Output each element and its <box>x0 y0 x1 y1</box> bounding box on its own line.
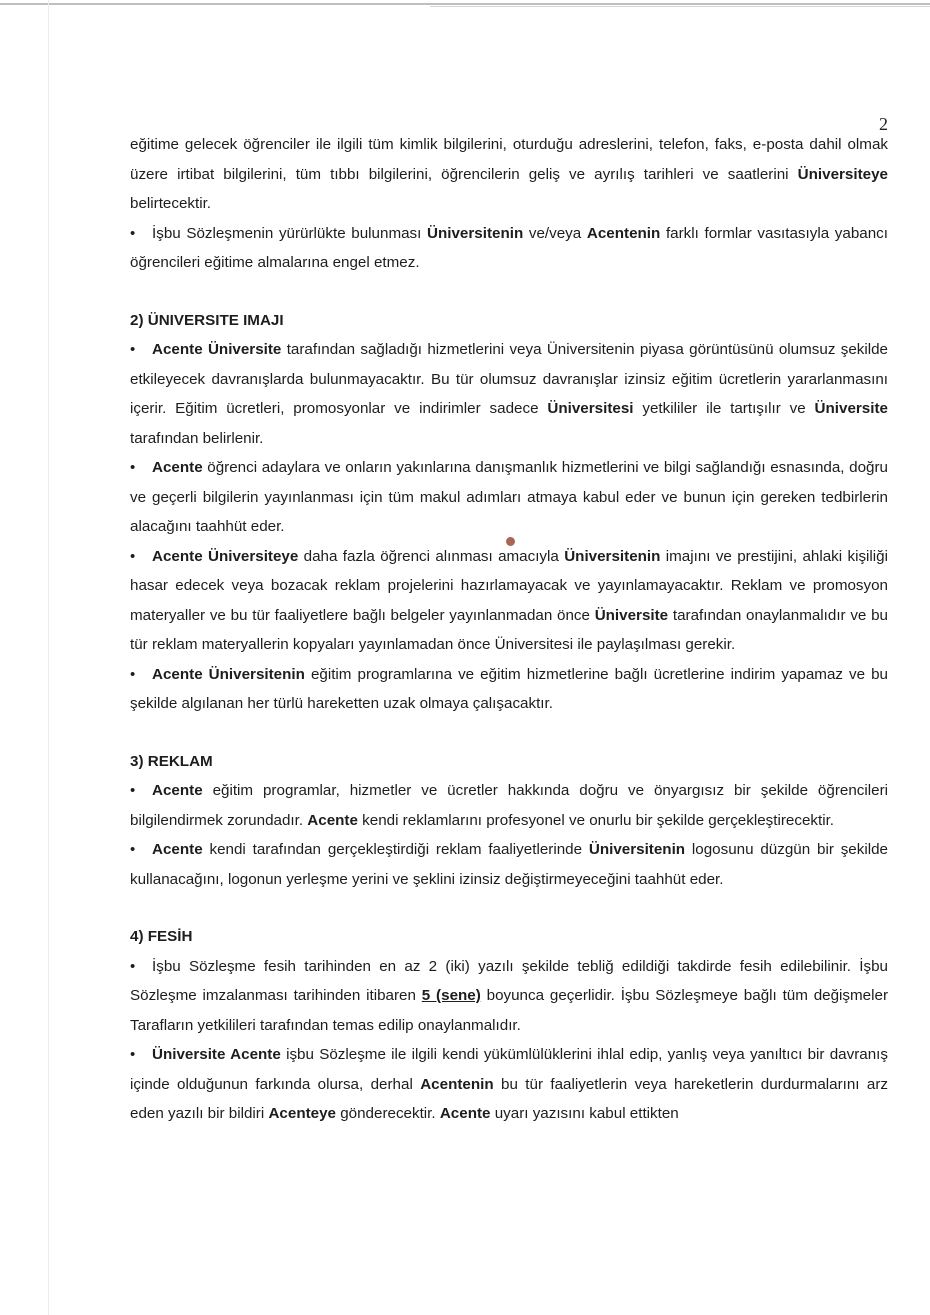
page-number: 2 <box>879 114 888 134</box>
scan-edge-top-secondary <box>430 6 930 7</box>
s2-bullet-1: • Acente Üniversite tarafından sağladığı hizmetlerini veya Üniversitenin piyasa görüntüsünü olumsuz şekilde etkileyecek davranışlarda bulunmayacaktır. Bu tür olumsuz davranışlar izinsiz eğitim ücretlerin yararlanmasını içerir. Eğitim ücretleri, promosyonlar ve indirimler sadece Üniversitesi yetkililer ile tartışılır ve Üniversite tarafından belirlenir. <box>130 335 888 453</box>
ink-dot-mark <box>506 537 515 546</box>
bullet-marker: • <box>130 957 136 975</box>
s2-bullet-2: • Acente öğrenci adaylara ve onların yakınlarına danışmanlık hizmetlerini ve bilgi sağlandığı esnasında, doğru ve geçerli bilgilerin yayınlanması için tüm makul adımları atmaya kabul eder ve bunun için gereken tedbirlerin alacağını taahhüt eder. <box>130 453 888 542</box>
s2-bullet-3: • Acente Üniversiteye daha fazla öğrenci alınması amacıyla Üniversitenin imajını ve prestijini, ahlaki kişiliği hasar edecek veya bozacak reklam projelerini hazırlamayacak ve yayınlamayacaktır. Reklam ve promosyon materyaller ve bu tür faaliyetlere bağlı belgeler yayınlanmadan önce Üniversite tarafından onaylanmalıdır ve bu tür reklam materyallerin kopyaları yayınlamadan önce Üniversitesi ile paylaşılması gerekir. <box>130 542 888 660</box>
bullet-marker: • <box>130 1046 136 1063</box>
scan-edge-top <box>0 3 930 5</box>
s2-bullet-4: • Acente Üniversitenin eğitim programlarına ve eğitim hizmetlerine bağlı ücretlerine indirim yapamaz ve bu şekilde algılanan her türlü hareketten uzak olmaya çalışacaktır. <box>130 660 888 719</box>
document-body <box>130 130 888 1129</box>
bullet-marker: • <box>130 224 136 242</box>
section-heading-reklam: 3) REKLAM <box>130 752 213 770</box>
bullet-marker: • <box>130 547 136 565</box>
duration-term: 5 (sene) <box>421 987 481 1004</box>
section-heading-fesih: 4) FESİH <box>130 928 193 945</box>
intro-paragraph: eğitime gelecek öğrenciler ile ilgili tüm kimlik bilgilerini, oturduğu adreslerini, telefon, faks, e-posta dahil olmak üzere irtibat bilgilerini, tüm tıbbı bilgilerini, öğrencilerin geliş ve ayrılış tarihleri ve saatlerini Üniversiteye belirtecektir. <box>130 136 888 212</box>
intro-bullet: • İşbu Sözleşmenin yürürlükte bulunması Üniversitenin ve/veya Acentenin farklı formlar vasıtasıyla yabancı öğrencileri eğitime almalarına engel etmez. <box>130 219 888 278</box>
s4-bullet-2: • Üniversite Acente işbu Sözleşme ile ilgili kendi yükümlülüklerini ihlal edip, yanlış veya yanıltıcı bir davranış içinde olduğunun farkında olursa, derhal Acentenin bu tür faaliyetlerin veya hareketlerin durdurmalarını arz eden yazılı bir bildiri Acenteye gönderecektir. Acente uyarı yazısını kabul ettikten <box>130 1040 888 1129</box>
bullet-marker: • <box>130 782 136 799</box>
bullet-marker: • <box>130 665 136 683</box>
s4-bullet-1: • İşbu Sözleşme fesih tarihinden en az 2 (iki) yazılı şekilde tebliğ edildiği takdirde fesih edilebilinir. İşbu Sözleşme imzalanması tarihinden itibaren 5 (sene) boyunca geçerlidir. İşbu Sözleşmeye bağlı tüm değişmeler Tarafların yetkilileri tarafından temas edilip onaylanmalıdır. <box>130 952 888 1041</box>
bullet-marker: • <box>130 841 136 858</box>
bullet-marker: • <box>130 459 136 476</box>
bullet-marker: • <box>130 341 136 358</box>
section-heading-universite-imaji: 2) ÜNIVERSITE IMAJI <box>130 311 284 329</box>
s3-bullet-2: • Acente kendi tarafından gerçekleştirdiği reklam faaliyetlerinde Üniversitenin logosunu düzgün bir şekilde kullanacağını, logonun yerleşme yerini ve şeklini izinsiz değiştirmeyeceğini taahhüt eder. <box>130 835 888 894</box>
s3-bullet-1: • Acente eğitim programlar, hizmetler ve ücretler hakkında doğru ve önyargısız bir şekilde öğrencileri bilgilendirmek zorundadır. Acente kendi reklamlarını profesyonel ve onurlu bir şekilde gerçekleştirecektir. <box>130 776 888 835</box>
scan-margin-line <box>48 0 49 1315</box>
